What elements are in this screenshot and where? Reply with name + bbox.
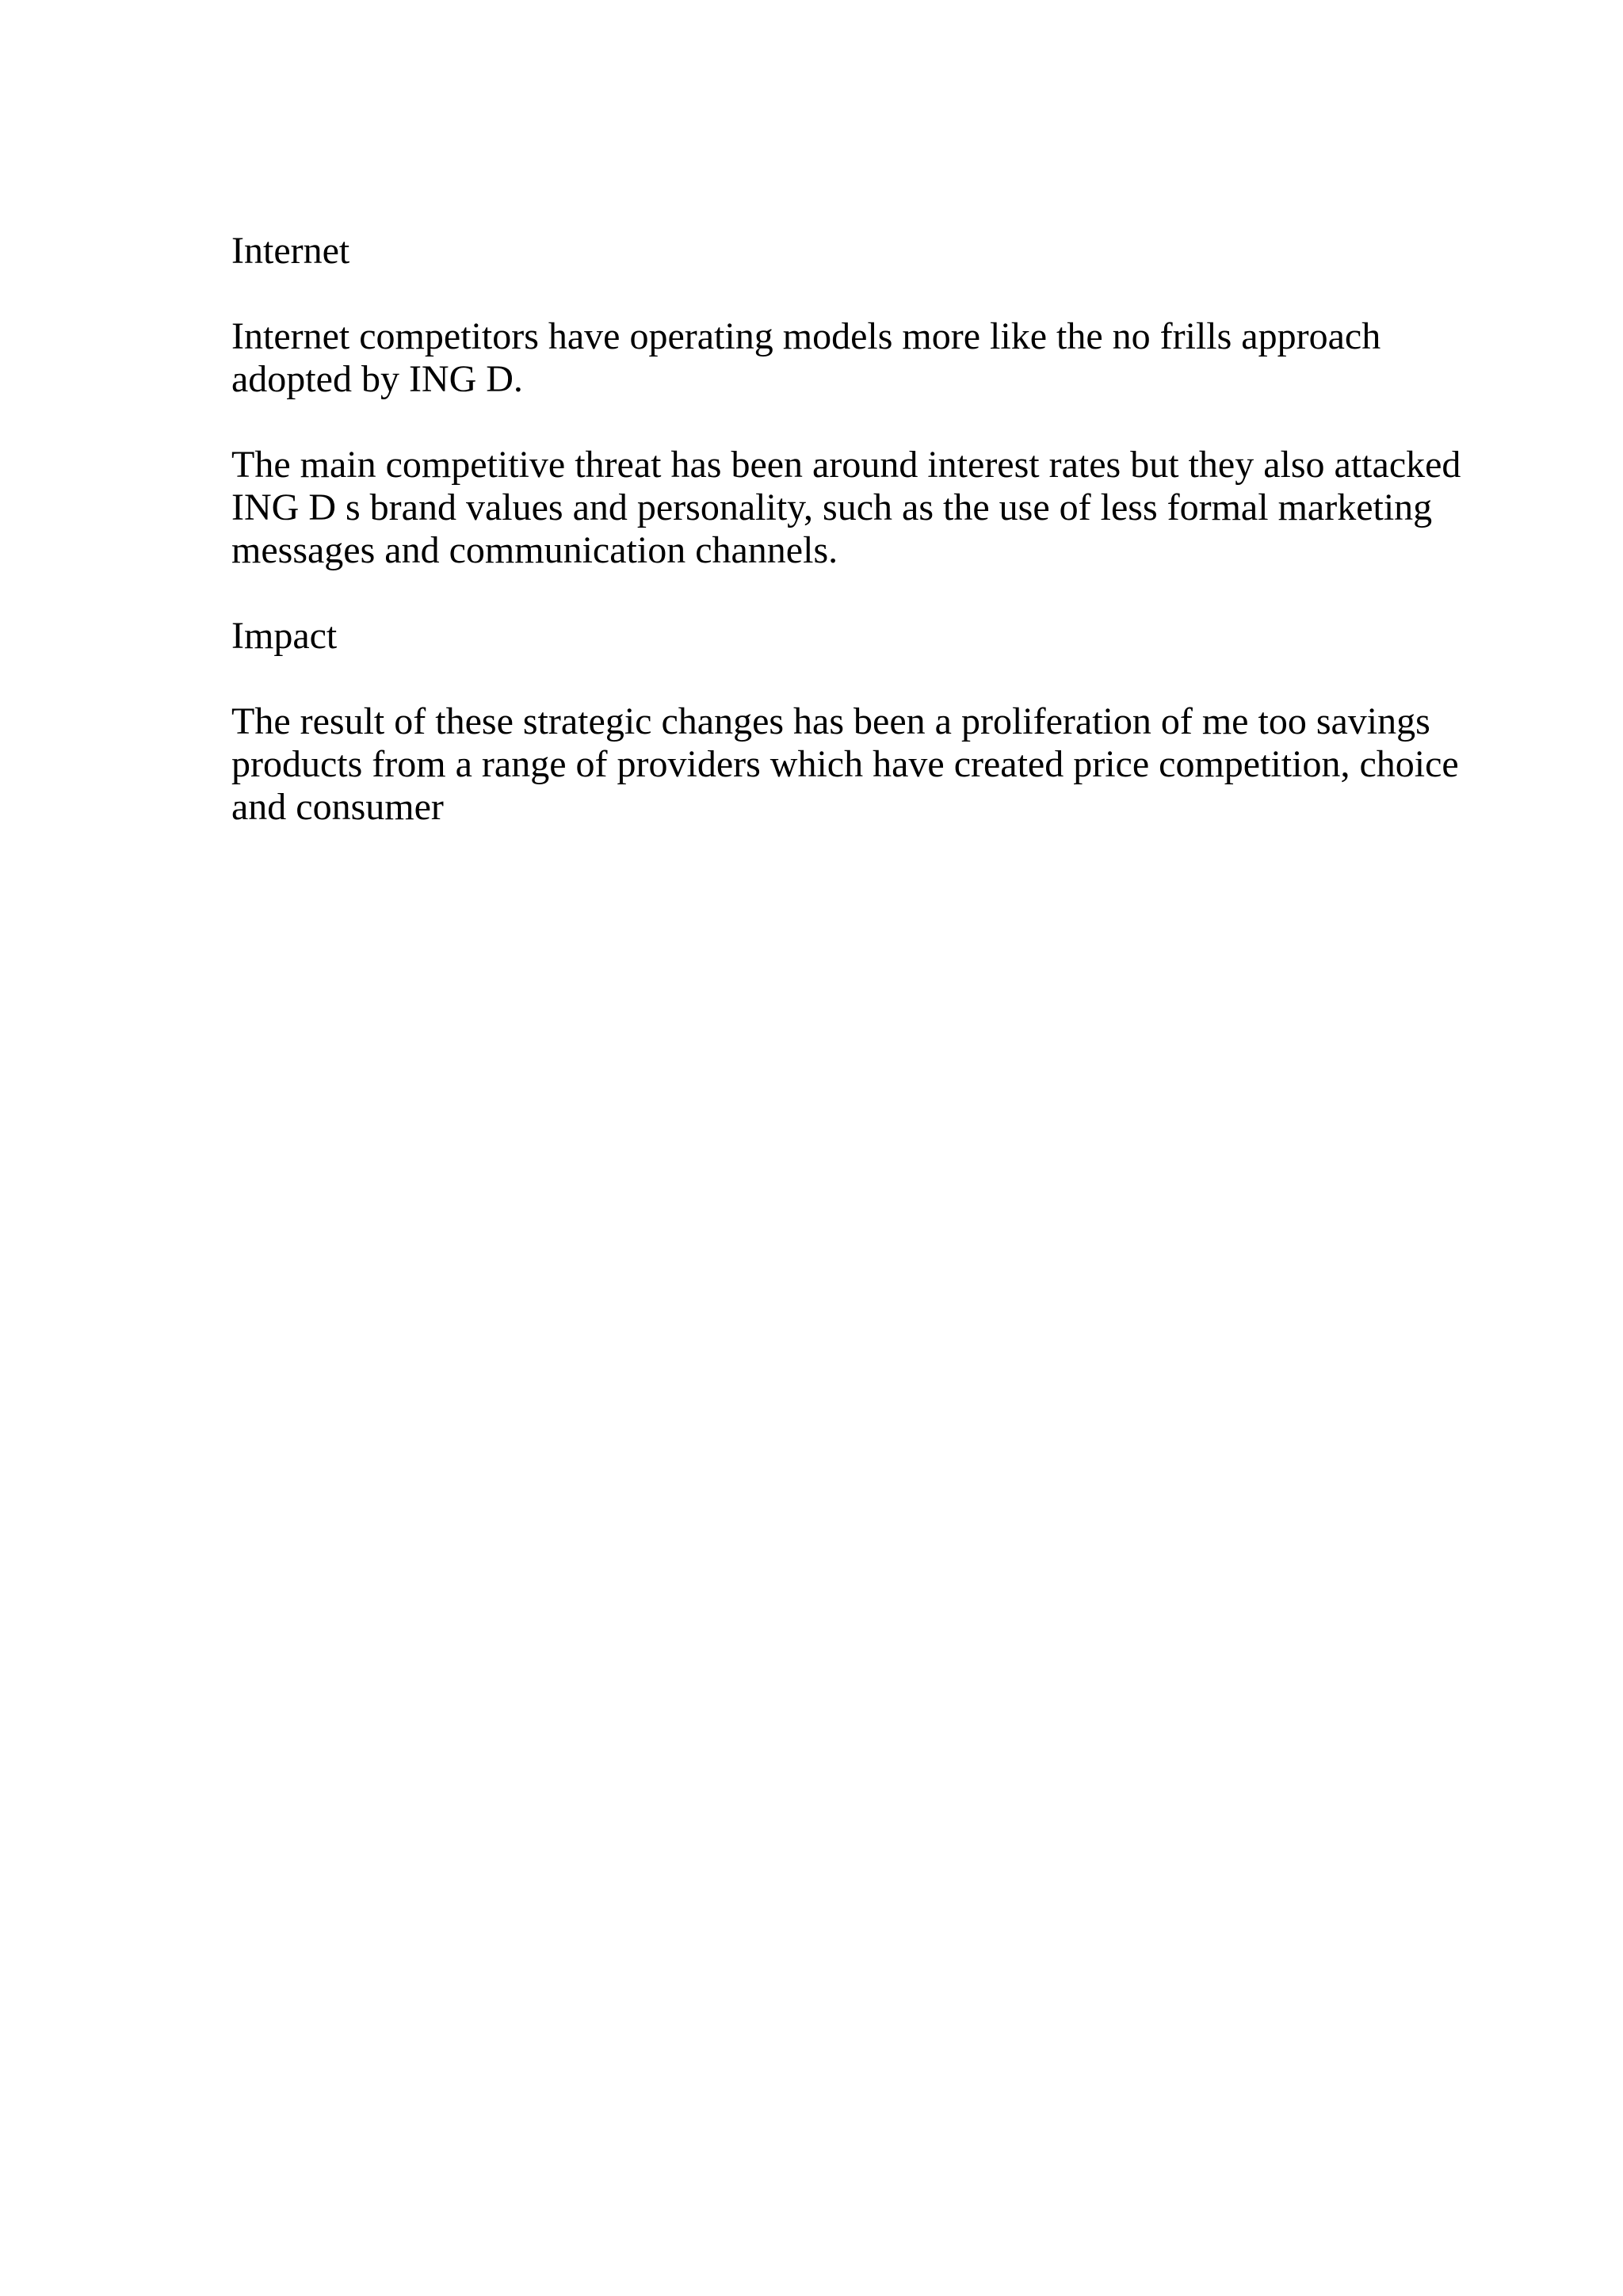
- paragraph-internet-competitors: Internet competitors have operating models more like the no frills approach adopted by ING D.: [231, 315, 1381, 400]
- section-heading-internet: Internet: [231, 230, 350, 272]
- paragraph-impact-result: The result of these strategic changes has been a proliferation of me too savings products from a range of providers which have created price competition, choice and consumer: [231, 700, 1459, 828]
- document-body: [231, 230, 1499, 871]
- section-heading-impact: Impact: [231, 615, 338, 657]
- paragraph-competitive-threat: The main competitive threat has been around interest rates but they also attacked ING D s brand values and personality, such as the use of less formal marketing messages and communication channels.: [231, 444, 1461, 571]
